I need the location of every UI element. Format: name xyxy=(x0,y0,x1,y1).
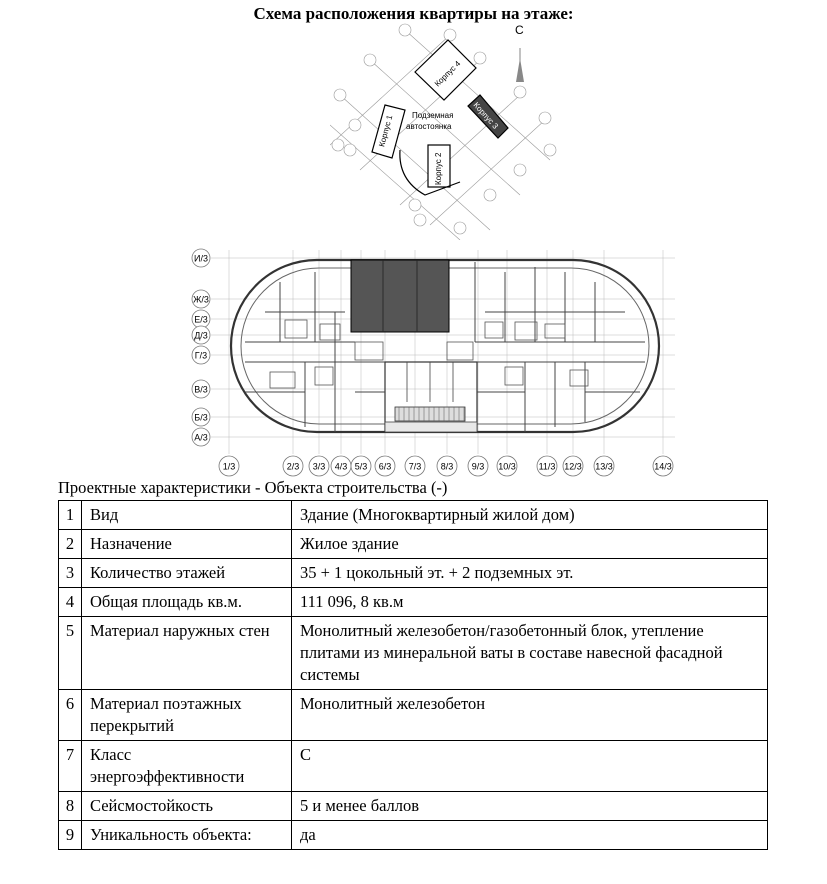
cell-num: 5 xyxy=(59,617,82,690)
cell-num: 2 xyxy=(59,530,82,559)
col-axis-label: 6/3 xyxy=(378,461,392,472)
col-axis-label: 13/3 xyxy=(595,461,613,472)
row-axis-label: Г/3 xyxy=(194,350,208,361)
parking-label: автостоянка xyxy=(406,122,452,131)
cell-name: Сейсмостойкость xyxy=(82,792,292,821)
highlighted-apartment xyxy=(351,260,449,332)
building-label: Корпус 4 xyxy=(432,59,463,89)
col-axis-label: 11/3 xyxy=(538,461,556,472)
table-row xyxy=(59,588,768,617)
cell-name: Уникальность объекта: xyxy=(82,821,292,850)
table-row xyxy=(59,501,768,530)
row-axis-label: А/3 xyxy=(194,432,208,443)
cell-name: Общая площадь кв.м. xyxy=(82,588,292,617)
parking-label: Подземная xyxy=(412,111,454,120)
row-axis-label: В/3 xyxy=(194,384,208,395)
cell-value: 5 и менее баллов xyxy=(292,792,768,821)
col-axis-label: 10/3 xyxy=(498,461,516,472)
col-axis-label: 4/3 xyxy=(334,461,348,472)
table-row xyxy=(59,559,768,588)
cell-name: Назначение xyxy=(82,530,292,559)
compass-label: С xyxy=(515,23,524,37)
building-label: Корпус 3 xyxy=(471,100,500,131)
page-heading: Схема расположения квартиры на этаже: xyxy=(253,4,574,23)
north-arrow-icon xyxy=(516,48,524,82)
cell-name: Материал наружных стен xyxy=(82,617,292,690)
table-row xyxy=(59,690,768,741)
cell-num: 8 xyxy=(59,792,82,821)
col-axis-label: 3/3 xyxy=(312,461,326,472)
cell-value: Монолитный железобетон xyxy=(292,690,768,741)
cell-num: 6 xyxy=(59,690,82,741)
cell-value: 111 096, 8 кв.м xyxy=(292,588,768,617)
cell-num: 7 xyxy=(59,741,82,792)
building-label: Корпус 2 xyxy=(434,152,443,185)
table-row xyxy=(59,741,768,792)
cell-value: Здание (Многоквартирный жилой дом) xyxy=(292,501,768,530)
cell-num: 1 xyxy=(59,501,82,530)
col-axis-label: 12/3 xyxy=(564,461,582,472)
col-axis-label: 1/3 xyxy=(222,461,236,472)
cell-name: Материал поэтажных перекрытий xyxy=(82,690,292,741)
table-caption: Проектные характеристики - Объекта строительства (-) xyxy=(58,478,448,497)
cell-value: да xyxy=(292,821,768,850)
cell-value: С xyxy=(292,741,768,792)
cell-num: 4 xyxy=(59,588,82,617)
row-axis-label: Д/3 xyxy=(194,330,208,341)
table-row xyxy=(59,821,768,850)
col-axis-label: 5/3 xyxy=(354,461,368,472)
cell-name: Вид xyxy=(82,501,292,530)
col-axis-label: 9/3 xyxy=(471,461,485,472)
cell-value: Жилое здание xyxy=(292,530,768,559)
row-axis-label: Е/3 xyxy=(194,314,208,325)
building-label: Корпус 1 xyxy=(377,114,395,148)
table-row xyxy=(59,792,768,821)
cell-name: Количество этажей xyxy=(82,559,292,588)
cell-num: 3 xyxy=(59,559,82,588)
col-axis-label: 2/3 xyxy=(286,461,300,472)
table-row xyxy=(59,530,768,559)
site-plan-diagram xyxy=(330,20,560,240)
cell-value: 35 + 1 цокольный эт. + 2 подземных эт. xyxy=(292,559,768,588)
table-row xyxy=(59,617,768,690)
cell-name: Класс энергоэффективности xyxy=(82,741,292,792)
col-axis-label: 14/3 xyxy=(654,461,672,472)
col-axis-label: 7/3 xyxy=(408,461,422,472)
cell-value: Монолитный железобетон/газобетонный блок, утепление плитами из минеральной ваты в составе навесной фасадной системы xyxy=(292,617,768,690)
row-axis-label: Б/3 xyxy=(194,412,208,423)
row-axis-label: Ж/3 xyxy=(193,294,209,305)
floor-plan-diagram xyxy=(185,242,685,480)
characteristics-table xyxy=(58,500,768,850)
cell-num: 9 xyxy=(59,821,82,850)
row-axis-label: И/3 xyxy=(194,253,208,264)
col-axis-label: 8/3 xyxy=(440,461,454,472)
